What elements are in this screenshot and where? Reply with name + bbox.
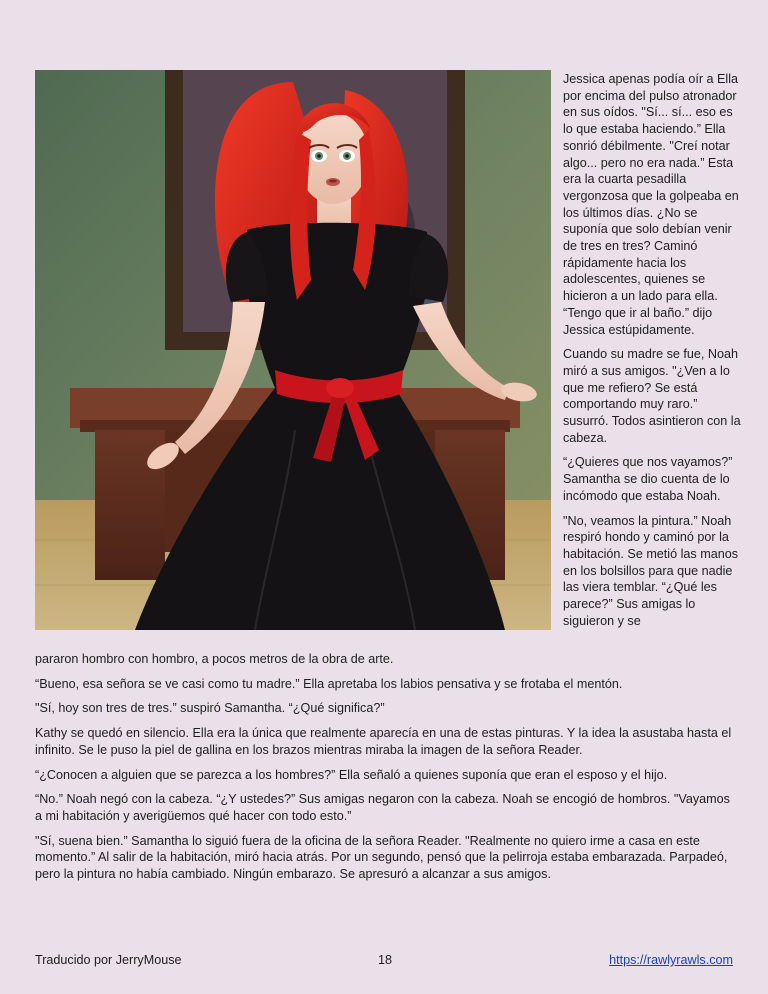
side-paragraph-1: Jessica apenas podía oír a Ella por encima del pulso atronador en sus oídos. "Sí... sí... eso es lo que estaba haciendo.” Ella sonrió débilmente. "Creí notar algo... pero no era nada.” Esta era la cuarta pesadilla vergonzosa que la golpeaba en los últimos días. ¿No se suponía que solo debían venir de tres en tres? Caminó rápidamente hacia los adolescentes, quienes se hicieron a un lado para ella. “Tengo que ir al baño.” dijo Jessica estúpidamente. bbox=[563, 72, 739, 337]
page-number: 18 bbox=[378, 953, 393, 967]
body-paragraph-5: “¿Conocen a alguien que se parezca a los hombres?” Ella señaló a quienes suponía que eran el esposo y el hijo. bbox=[35, 767, 668, 782]
side-paragraph-3: “¿Quieres que nos vayamos?” Samantha se dio cuenta de lo incómodo que estaba Noah. bbox=[563, 455, 733, 503]
body-paragraph-7: "Sí, suena bien.” Samantha lo siguió fuera de la oficina de la señora Reader. "Realmente no quiero irme a casa en este momento.” Al salir de la habitación, miró hacia atrás. Por un segundo, pensó que la pelirroja estaba embarazada. Parpadeó, pero la pintura no había cambiado. Ningún embarazo. Se apresuró a alcanzar a sus amigos. bbox=[35, 833, 728, 882]
page-footer bbox=[35, 953, 733, 971]
main-body-text bbox=[35, 651, 739, 891]
illustration-redhead-in-black-dress bbox=[35, 70, 551, 630]
body-paragraph-1: pararon hombro con hombro, a pocos metros de la obra de arte. bbox=[35, 652, 394, 666]
side-paragraph-2: Cuando su madre se fue, Noah miró a sus amigos. "¿Ven a lo que me refiero? Se está comportando muy raro.” susurró. Todos asintieron con la cabeza. bbox=[563, 347, 741, 445]
side-paragraph-4: "No, veamos la pintura.” Noah respiró hondo y caminó por la habitación. Se metió las manos en los bolsillos para que nadie las viera temblar. “¿Qué les parece?” Sus amigas lo siguieron y se bbox=[563, 513, 739, 628]
body-paragraph-3: "Sí, hoy son tres de tres.” suspiró Samantha. “¿Qué significa?” bbox=[35, 701, 385, 716]
body-paragraph-4: Kathy se quedó en silencio. Ella era la única que realmente aparecía en una de estas pinturas. Y la idea la asustaba hasta el infinito. Se le puso la piel de gallina en los brazos mientras miraba la imagen de la señora Reader. bbox=[35, 726, 732, 757]
translator-credit: Traducido por JerryMouse bbox=[35, 953, 182, 967]
body-paragraph-6: “No.” Noah negó con la cabeza. “¿Y ustedes?” Sus amigas negaron con la cabeza. Noah se encogió de hombros. "Vayamos a mi habitación y averigüemos qué hacer con todo esto.” bbox=[35, 792, 730, 823]
side-column-text bbox=[563, 71, 743, 638]
body-paragraph-2: “Bueno, esa señora se ve casi como tu madre.” Ella apretaba los labios pensativa y se frotaba el mentón. bbox=[35, 676, 623, 691]
website-link[interactable]: https://rawlyrawls.com bbox=[609, 953, 733, 967]
